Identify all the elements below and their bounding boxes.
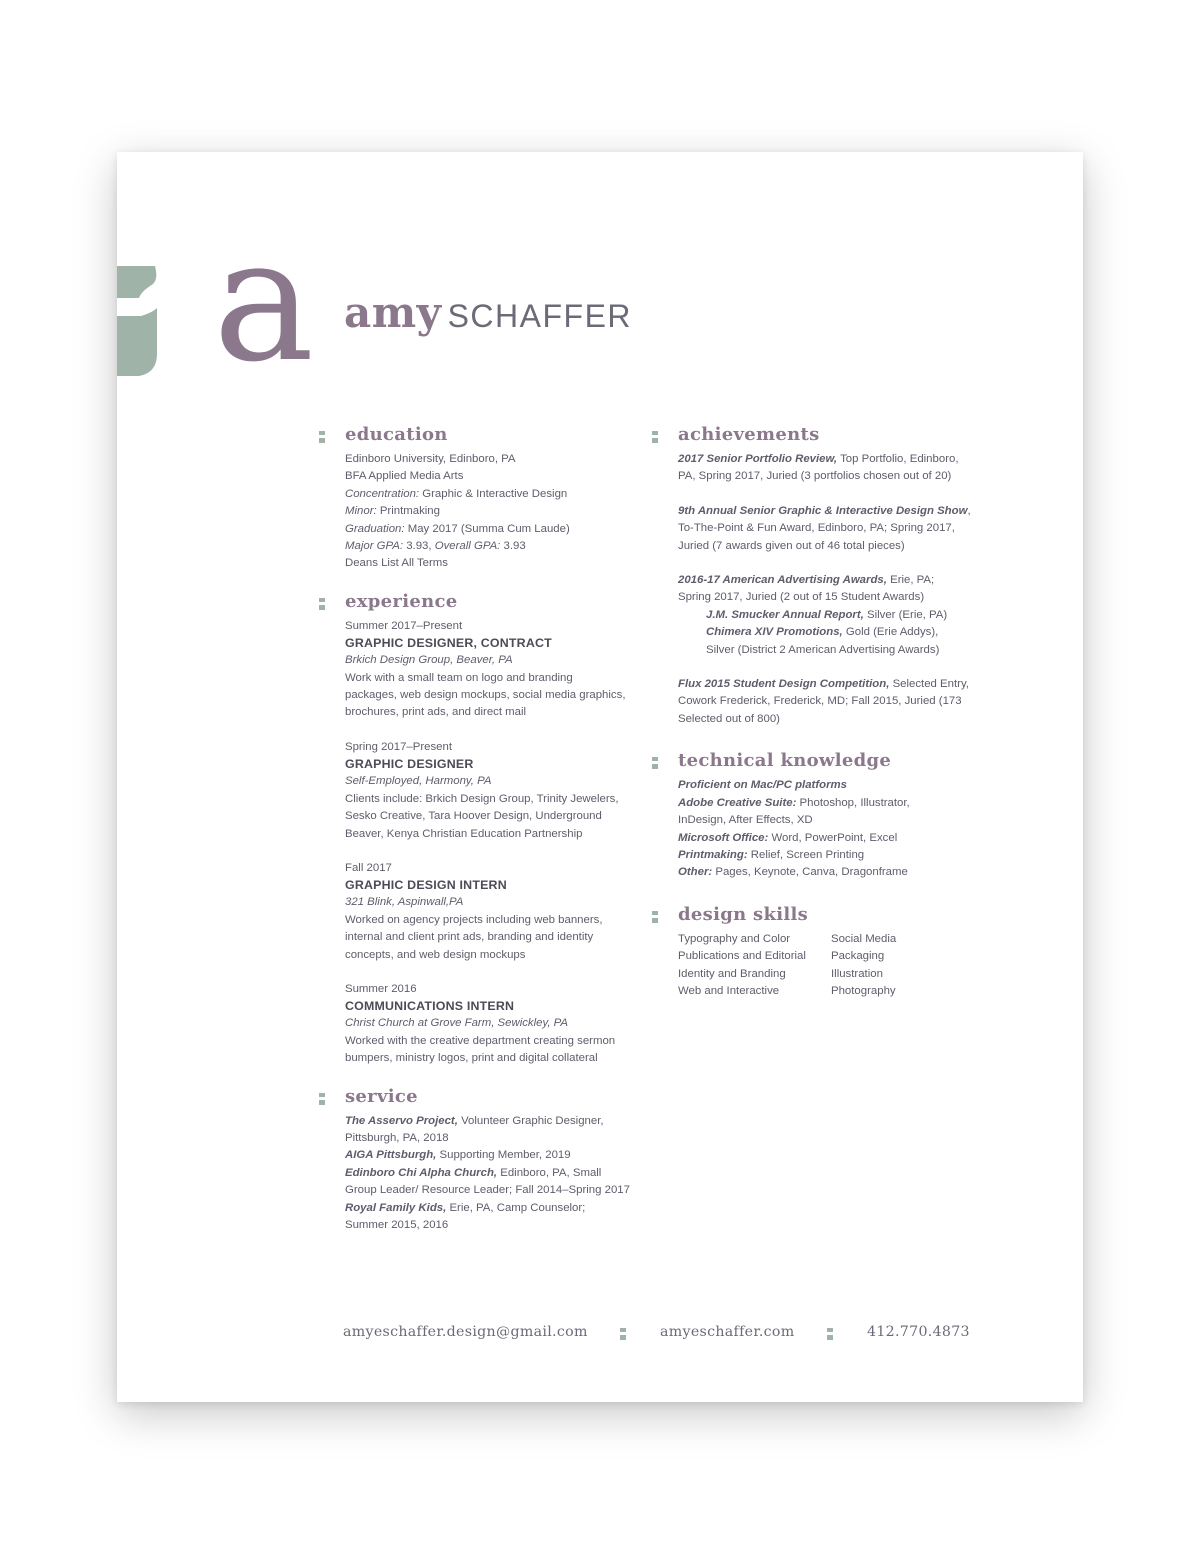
skill-item: Social Media [831, 932, 897, 945]
section-title: experience [345, 590, 458, 612]
achievement-text: Spring 2017, Juried (2 out of 15 Student Awards) [678, 591, 925, 604]
skill-item: Photography [831, 984, 896, 997]
concentration [345, 486, 645, 503]
service-text: Supporting Member, 2019 [439, 1149, 571, 1162]
website-link[interactable]: amyeschaffer.com [660, 1324, 795, 1340]
section-title: design skills [678, 903, 809, 925]
print-label: Printmaking: [678, 848, 748, 861]
achievement-text: Cowork Frederick, Frederick, MD; Fall 2015, Juried (173 [678, 695, 962, 708]
service-section [345, 1086, 645, 1235]
skill-item: Illustration [831, 967, 883, 980]
sub-award-name: J.M. Smucker Annual Report, [706, 608, 864, 621]
service-entry [345, 1147, 645, 1164]
service-entry [345, 1200, 645, 1217]
deans-list: Deans List All Terms [345, 557, 448, 570]
bullet-icon [619, 1328, 627, 1340]
achievement-text: Selected out of 800) [678, 712, 780, 725]
school: Edinboro University, Edinboro, PA [345, 453, 516, 465]
achievement-text: Erie, PA; [890, 574, 935, 587]
achievement-name: 2016-17 American Advertising Awards, [678, 574, 887, 587]
skill-item: Typography and Color [678, 932, 791, 945]
achievement-entry [678, 572, 978, 659]
service-text: Summer 2015, 2016 [345, 1219, 449, 1231]
service-org: Edinboro Chi Alpha Church, [345, 1166, 498, 1179]
concentration-label: Concentration: [345, 487, 420, 500]
last-name: SCHAFFER [447, 298, 633, 334]
job-desc-line: Clients include: Brkich Design Group, Trinity Jewelers, [345, 792, 619, 805]
skill-item: Publications and Editorial [678, 950, 806, 963]
major-gpa-label: Major GPA: [345, 540, 404, 553]
job-role: GRAPHIC DESIGNER [345, 757, 474, 772]
achievement-text: To-The-Point & Fun Award, Edinboro, PA; Spring 2017, [678, 522, 955, 535]
proficient: Proficient on Mac/PC platforms [678, 779, 847, 792]
major-gpa-value: 3.93, [406, 540, 432, 553]
section-title: technical knowledge [678, 750, 892, 772]
graduation [345, 521, 645, 538]
bullet-icon [651, 911, 659, 923]
other-value: Pages, Keynote, Canva, Dragonframe [715, 866, 908, 879]
skill-item: Identity and Branding [678, 967, 786, 980]
section-title: education [345, 424, 448, 445]
job-entry [345, 860, 645, 964]
job-role: COMMUNICATIONS INTERN [345, 999, 515, 1014]
job-role: GRAPHIC DESIGNER, CONTRACT [345, 636, 552, 651]
job-desc-line: brochures, print ads, and direct mail [345, 706, 527, 719]
minor [345, 503, 645, 520]
section-title: achievements [678, 424, 820, 445]
achievement-entry [678, 503, 978, 555]
logo-letter: a [213, 202, 315, 400]
service-text: Edinboro, PA, Small [500, 1166, 602, 1179]
achievement-text: PA, Spring 2017, Juried (3 portfolios chosen out of 20) [678, 470, 952, 483]
bullet-icon [651, 431, 659, 443]
job-entry [345, 981, 645, 1068]
skills-column [831, 931, 966, 1001]
service-org: Royal Family Kids, [345, 1201, 447, 1214]
other-label: Other: [678, 866, 713, 879]
education-section [345, 424, 645, 573]
achievement-text: , [967, 504, 971, 517]
job-desc-line: Worked on agency projects including web banners, [345, 913, 603, 926]
job-company: Christ Church at Grove Farm, Sewickley, PA [345, 1017, 569, 1030]
bullet-icon [651, 757, 659, 769]
achievement-text: Selected Entry, [892, 678, 969, 691]
job-date: Summer 2016 [345, 982, 417, 995]
phone-number[interactable]: 412.770.4873 [867, 1324, 970, 1340]
resume-page [117, 152, 1083, 1402]
service-text: Pittsburgh, PA, 2018 [345, 1131, 449, 1144]
service-org: The Asservo Project, [345, 1114, 458, 1127]
job-desc-line: Worked with the creative department creating sermon [345, 1034, 616, 1047]
sub-award-text: Silver (District 2 American Advertising Awards) [706, 643, 940, 656]
concentration-value: Graphic & Interactive Design [422, 487, 568, 500]
job-entry [345, 739, 645, 843]
service-text: Group Leader/ Resource Leader; Fall 2014–Spring 2017 [345, 1184, 630, 1197]
job-company: 321 Blink, Aspinwall,PA [345, 896, 464, 909]
skills-list [678, 931, 978, 1001]
job-desc-line: concepts, and web design mockups [345, 948, 526, 961]
contact-footer [117, 1324, 1083, 1346]
achievement-name: 9th Annual Senior Graphic & Interactive Design Show [678, 504, 968, 517]
skill-item: Packaging [831, 950, 885, 963]
overall-gpa-value: 3.93 [503, 540, 526, 553]
design-skills-section [678, 904, 978, 1001]
technical-section [678, 750, 978, 881]
job-date: Summer 2017–Present [345, 619, 463, 632]
office-value: Word, PowerPoint, Excel [771, 831, 898, 844]
left-column [345, 424, 645, 1252]
job-company: Self-Employed, Harmony, PA [345, 775, 492, 788]
achievement-name: Flux 2015 Student Design Competition, [678, 678, 890, 691]
experience-section [345, 591, 645, 1068]
job-entry [345, 618, 645, 722]
email-link[interactable]: amyeschaffer.design@gmail.com [343, 1324, 588, 1340]
job-role: GRAPHIC DESIGN INTERN [345, 878, 507, 893]
job-desc-line: packages, web design mockups, social media graphics, [345, 689, 626, 702]
right-column [678, 424, 978, 1018]
minor-label: Minor: [345, 505, 377, 518]
job-desc-line: Beaver, Kenya Christian Education Partnership [345, 827, 583, 840]
office-label: Microsoft Office: [678, 831, 769, 844]
achievement-entry [678, 676, 978, 728]
minor-value: Printmaking [379, 505, 440, 518]
applicant-name [344, 288, 632, 337]
service-org: AIGA Pittsburgh, [345, 1149, 437, 1162]
job-desc-line: internal and client print ads, branding and identity [345, 931, 594, 944]
gpa [345, 538, 645, 555]
job-desc-line: Sesko Creative, Tara Hoover Design, Underground [345, 810, 602, 823]
adobe-label: Adobe Creative Suite: [678, 796, 797, 809]
job-date: Fall 2017 [345, 861, 392, 874]
job-company: Brkich Design Group, Beaver, PA [345, 654, 513, 667]
green-leaf-mark-icon [117, 266, 159, 376]
achievement-text: Juried (7 awards given out of 46 total pieces) [678, 539, 905, 552]
graduation-label: Graduation: [345, 522, 405, 535]
print-value: Relief, Screen Printing [750, 848, 865, 861]
skills-column [678, 931, 813, 1001]
bullet-icon [318, 598, 326, 610]
service-text: Volunteer Graphic Designer, [461, 1114, 604, 1127]
bullet-icon [826, 1328, 834, 1340]
degree: BFA Applied Media Arts [345, 470, 464, 483]
job-date: Spring 2017–Present [345, 740, 453, 753]
first-name: amy [344, 288, 442, 337]
job-desc-line: Work with a small team on logo and branding [345, 671, 573, 684]
overall-gpa-label: Overall GPA: [434, 540, 501, 553]
bullet-icon [318, 1093, 326, 1105]
bullet-icon [318, 431, 326, 443]
achievement-entry [678, 451, 978, 486]
sub-award-text: Silver (Erie, PA) [866, 608, 948, 621]
service-entry [345, 1165, 645, 1182]
service-entry [345, 1113, 645, 1130]
sub-award-name: Chimera XIV Promotions, [706, 626, 843, 639]
graduation-value: May 2017 (Summa Cum Laude) [407, 522, 570, 535]
job-desc-line: bumpers, ministry logos, print and digital collateral [345, 1052, 598, 1065]
achievements-section [678, 424, 978, 728]
sub-award-text: Gold (Erie Addys), [845, 626, 939, 639]
skill-item: Web and Interactive [678, 984, 780, 997]
adobe-value: InDesign, After Effects, XD [678, 814, 813, 827]
section-title: service [345, 1085, 418, 1107]
service-text: Erie, PA, Camp Counselor; [449, 1201, 586, 1214]
achievement-text: Top Portfolio, Edinboro, [840, 453, 959, 465]
adobe-value: Photoshop, Illustrator, [799, 796, 910, 809]
achievement-name: 2017 Senior Portfolio Review, [678, 453, 838, 465]
